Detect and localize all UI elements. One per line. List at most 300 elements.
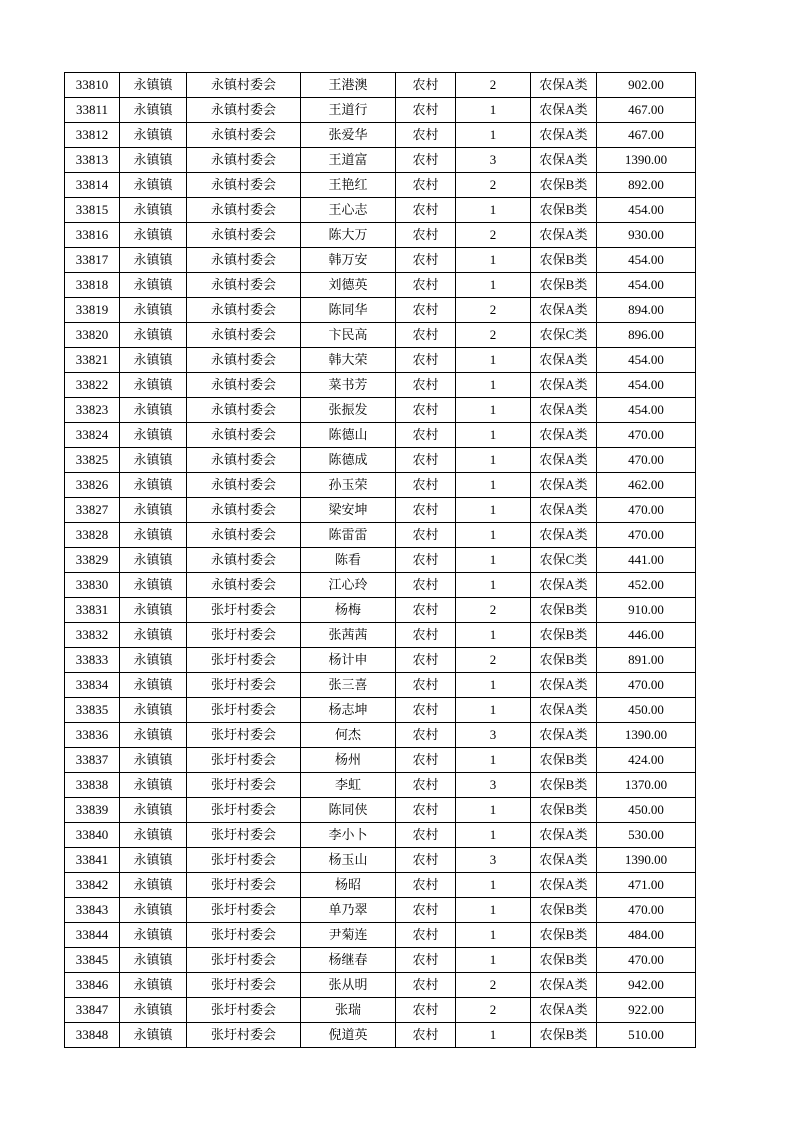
- cell-town: 永镇镇: [120, 548, 187, 573]
- cell-town: 永镇镇: [120, 848, 187, 873]
- cell-person-name: 张茜茜: [301, 623, 396, 648]
- beneficiary-table: [64, 72, 696, 1048]
- cell-person-count: 1: [456, 823, 531, 848]
- cell-insurance-category: 农保C类: [531, 548, 597, 573]
- cell-village-committee: 永镇村委会: [187, 373, 301, 398]
- table-row: [65, 148, 696, 173]
- cell-person-name: 陈大万: [301, 223, 396, 248]
- cell-village-committee: 永镇村委会: [187, 323, 301, 348]
- cell-insurance-category: 农保C类: [531, 323, 597, 348]
- cell-person-count: 1: [456, 98, 531, 123]
- cell-amount: 470.00: [597, 423, 696, 448]
- cell-town: 永镇镇: [120, 673, 187, 698]
- cell-person-name: 陈德成: [301, 448, 396, 473]
- cell-serial-number: 33835: [65, 698, 120, 723]
- cell-residence-type: 农村: [396, 448, 456, 473]
- cell-person-name: 杨州: [301, 748, 396, 773]
- cell-person-count: 2: [456, 173, 531, 198]
- cell-town: 永镇镇: [120, 873, 187, 898]
- table-row: [65, 123, 696, 148]
- table-row: [65, 798, 696, 823]
- cell-person-name: 王道富: [301, 148, 396, 173]
- cell-serial-number: 33814: [65, 173, 120, 198]
- cell-amount: 892.00: [597, 173, 696, 198]
- cell-town: 永镇镇: [120, 373, 187, 398]
- cell-residence-type: 农村: [396, 273, 456, 298]
- table-row: [65, 648, 696, 673]
- cell-person-name: 孙玉荣: [301, 473, 396, 498]
- cell-town: 永镇镇: [120, 73, 187, 98]
- cell-insurance-category: 农保A类: [531, 848, 597, 873]
- cell-serial-number: 33826: [65, 473, 120, 498]
- cell-person-count: 1: [456, 948, 531, 973]
- cell-insurance-category: 农保B类: [531, 948, 597, 973]
- cell-amount: 942.00: [597, 973, 696, 998]
- cell-person-count: 1: [456, 673, 531, 698]
- cell-serial-number: 33812: [65, 123, 120, 148]
- cell-amount: 470.00: [597, 673, 696, 698]
- table-row: [65, 298, 696, 323]
- cell-village-committee: 张圩村委会: [187, 1023, 301, 1048]
- table-row: [65, 623, 696, 648]
- cell-amount: 454.00: [597, 273, 696, 298]
- cell-residence-type: 农村: [396, 98, 456, 123]
- cell-town: 永镇镇: [120, 248, 187, 273]
- table-row: [65, 973, 696, 998]
- cell-village-committee: 张圩村委会: [187, 648, 301, 673]
- cell-serial-number: 33846: [65, 973, 120, 998]
- cell-insurance-category: 农保A类: [531, 448, 597, 473]
- cell-amount: 446.00: [597, 623, 696, 648]
- cell-insurance-category: 农保A类: [531, 673, 597, 698]
- cell-insurance-category: 农保A类: [531, 473, 597, 498]
- cell-village-committee: 张圩村委会: [187, 748, 301, 773]
- table-row: [65, 773, 696, 798]
- cell-person-name: 陈雷雷: [301, 523, 396, 548]
- cell-residence-type: 农村: [396, 798, 456, 823]
- cell-insurance-category: 农保A类: [531, 423, 597, 448]
- cell-town: 永镇镇: [120, 173, 187, 198]
- cell-person-name: 刘德英: [301, 273, 396, 298]
- cell-serial-number: 33821: [65, 348, 120, 373]
- cell-serial-number: 33834: [65, 673, 120, 698]
- cell-person-name: 张从明: [301, 973, 396, 998]
- cell-serial-number: 33848: [65, 1023, 120, 1048]
- cell-insurance-category: 农保A类: [531, 498, 597, 523]
- cell-person-name: 王心志: [301, 198, 396, 223]
- cell-town: 永镇镇: [120, 823, 187, 848]
- cell-insurance-category: 农保B类: [531, 923, 597, 948]
- cell-serial-number: 33845: [65, 948, 120, 973]
- cell-person-count: 3: [456, 723, 531, 748]
- cell-village-committee: 永镇村委会: [187, 223, 301, 248]
- cell-person-name: 杨继春: [301, 948, 396, 973]
- cell-serial-number: 33839: [65, 798, 120, 823]
- table-row: [65, 548, 696, 573]
- cell-person-count: 1: [456, 198, 531, 223]
- cell-insurance-category: 农保A类: [531, 223, 597, 248]
- cell-town: 永镇镇: [120, 723, 187, 748]
- cell-person-name: 韩大荣: [301, 348, 396, 373]
- cell-amount: 454.00: [597, 198, 696, 223]
- cell-insurance-category: 农保A类: [531, 873, 597, 898]
- cell-residence-type: 农村: [396, 398, 456, 423]
- cell-town: 永镇镇: [120, 273, 187, 298]
- cell-village-committee: 张圩村委会: [187, 623, 301, 648]
- cell-amount: 510.00: [597, 1023, 696, 1048]
- document-page: [64, 72, 696, 1048]
- cell-residence-type: 农村: [396, 298, 456, 323]
- cell-serial-number: 33842: [65, 873, 120, 898]
- cell-residence-type: 农村: [396, 223, 456, 248]
- cell-amount: 470.00: [597, 523, 696, 548]
- cell-insurance-category: 农保A类: [531, 573, 597, 598]
- cell-village-committee: 张圩村委会: [187, 698, 301, 723]
- cell-person-name: 卞民高: [301, 323, 396, 348]
- cell-person-count: 1: [456, 798, 531, 823]
- cell-serial-number: 33824: [65, 423, 120, 448]
- cell-person-name: 陈同侠: [301, 798, 396, 823]
- cell-town: 永镇镇: [120, 323, 187, 348]
- cell-person-count: 2: [456, 648, 531, 673]
- cell-person-count: 1: [456, 573, 531, 598]
- cell-serial-number: 33825: [65, 448, 120, 473]
- cell-serial-number: 33810: [65, 73, 120, 98]
- cell-village-committee: 永镇村委会: [187, 148, 301, 173]
- cell-residence-type: 农村: [396, 748, 456, 773]
- table-row: [65, 398, 696, 423]
- cell-person-name: 尹菊连: [301, 923, 396, 948]
- cell-person-count: 2: [456, 323, 531, 348]
- table-row: [65, 98, 696, 123]
- cell-amount: 1370.00: [597, 773, 696, 798]
- cell-insurance-category: 农保B类: [531, 173, 597, 198]
- cell-person-count: 1: [456, 498, 531, 523]
- cell-town: 永镇镇: [120, 948, 187, 973]
- table-row: [65, 448, 696, 473]
- cell-amount: 894.00: [597, 298, 696, 323]
- cell-person-name: 杨志坤: [301, 698, 396, 723]
- cell-amount: 530.00: [597, 823, 696, 848]
- cell-amount: 454.00: [597, 348, 696, 373]
- cell-village-committee: 永镇村委会: [187, 73, 301, 98]
- cell-residence-type: 农村: [396, 723, 456, 748]
- cell-person-count: 2: [456, 973, 531, 998]
- cell-amount: 910.00: [597, 598, 696, 623]
- cell-serial-number: 33829: [65, 548, 120, 573]
- cell-amount: 922.00: [597, 998, 696, 1023]
- cell-village-committee: 永镇村委会: [187, 298, 301, 323]
- table-row: [65, 173, 696, 198]
- cell-residence-type: 农村: [396, 73, 456, 98]
- cell-town: 永镇镇: [120, 573, 187, 598]
- cell-amount: 452.00: [597, 573, 696, 598]
- cell-village-committee: 永镇村委会: [187, 173, 301, 198]
- cell-town: 永镇镇: [120, 123, 187, 148]
- cell-residence-type: 农村: [396, 823, 456, 848]
- cell-village-committee: 永镇村委会: [187, 123, 301, 148]
- cell-residence-type: 农村: [396, 348, 456, 373]
- table-row: [65, 923, 696, 948]
- cell-amount: 1390.00: [597, 848, 696, 873]
- cell-amount: 424.00: [597, 748, 696, 773]
- cell-serial-number: 33820: [65, 323, 120, 348]
- table-row: [65, 323, 696, 348]
- cell-serial-number: 33832: [65, 623, 120, 648]
- cell-amount: 891.00: [597, 648, 696, 673]
- cell-serial-number: 33833: [65, 648, 120, 673]
- cell-insurance-category: 农保A类: [531, 298, 597, 323]
- cell-village-committee: 永镇村委会: [187, 248, 301, 273]
- cell-serial-number: 33816: [65, 223, 120, 248]
- table-row: [65, 698, 696, 723]
- table-row: [65, 823, 696, 848]
- cell-serial-number: 33838: [65, 773, 120, 798]
- cell-serial-number: 33822: [65, 373, 120, 398]
- cell-residence-type: 农村: [396, 598, 456, 623]
- cell-person-count: 1: [456, 273, 531, 298]
- table-row: [65, 373, 696, 398]
- cell-insurance-category: 农保B类: [531, 648, 597, 673]
- cell-insurance-category: 农保A类: [531, 723, 597, 748]
- cell-person-name: 梁安坤: [301, 498, 396, 523]
- table-row: [65, 198, 696, 223]
- table-row: [65, 898, 696, 923]
- cell-insurance-category: 农保A类: [531, 398, 597, 423]
- cell-town: 永镇镇: [120, 773, 187, 798]
- cell-residence-type: 农村: [396, 898, 456, 923]
- cell-residence-type: 农村: [396, 623, 456, 648]
- cell-serial-number: 33847: [65, 998, 120, 1023]
- cell-town: 永镇镇: [120, 623, 187, 648]
- cell-person-count: 1: [456, 423, 531, 448]
- cell-person-count: 1: [456, 748, 531, 773]
- cell-residence-type: 农村: [396, 373, 456, 398]
- cell-village-committee: 永镇村委会: [187, 498, 301, 523]
- cell-village-committee: 张圩村委会: [187, 723, 301, 748]
- table-body: [65, 73, 696, 1048]
- cell-serial-number: 33811: [65, 98, 120, 123]
- cell-village-committee: 张圩村委会: [187, 948, 301, 973]
- cell-town: 永镇镇: [120, 923, 187, 948]
- cell-person-name: 张振发: [301, 398, 396, 423]
- cell-amount: 454.00: [597, 373, 696, 398]
- cell-village-committee: 永镇村委会: [187, 398, 301, 423]
- cell-amount: 484.00: [597, 923, 696, 948]
- cell-insurance-category: 农保B类: [531, 798, 597, 823]
- cell-town: 永镇镇: [120, 973, 187, 998]
- cell-village-committee: 张圩村委会: [187, 998, 301, 1023]
- cell-amount: 471.00: [597, 873, 696, 898]
- cell-serial-number: 33823: [65, 398, 120, 423]
- cell-person-name: 杨梅: [301, 598, 396, 623]
- table-row: [65, 248, 696, 273]
- cell-village-committee: 张圩村委会: [187, 823, 301, 848]
- table-row: [65, 73, 696, 98]
- cell-person-count: 2: [456, 73, 531, 98]
- cell-residence-type: 农村: [396, 873, 456, 898]
- cell-residence-type: 农村: [396, 498, 456, 523]
- cell-serial-number: 33828: [65, 523, 120, 548]
- cell-serial-number: 33844: [65, 923, 120, 948]
- cell-person-name: 王艳红: [301, 173, 396, 198]
- cell-person-name: 杨昭: [301, 873, 396, 898]
- cell-residence-type: 农村: [396, 648, 456, 673]
- cell-town: 永镇镇: [120, 698, 187, 723]
- cell-residence-type: 农村: [396, 123, 456, 148]
- cell-residence-type: 农村: [396, 473, 456, 498]
- table-row: [65, 573, 696, 598]
- cell-person-name: 陈同华: [301, 298, 396, 323]
- cell-serial-number: 33817: [65, 248, 120, 273]
- cell-person-count: 1: [456, 623, 531, 648]
- cell-village-committee: 永镇村委会: [187, 198, 301, 223]
- cell-amount: 1390.00: [597, 148, 696, 173]
- cell-village-committee: 永镇村委会: [187, 423, 301, 448]
- cell-serial-number: 33830: [65, 573, 120, 598]
- cell-amount: 470.00: [597, 898, 696, 923]
- cell-person-name: 李小卜: [301, 823, 396, 848]
- table-row: [65, 598, 696, 623]
- cell-serial-number: 33836: [65, 723, 120, 748]
- table-row: [65, 523, 696, 548]
- cell-amount: 470.00: [597, 498, 696, 523]
- cell-person-count: 1: [456, 698, 531, 723]
- cell-insurance-category: 农保B类: [531, 198, 597, 223]
- cell-town: 永镇镇: [120, 223, 187, 248]
- cell-village-committee: 永镇村委会: [187, 98, 301, 123]
- cell-amount: 470.00: [597, 948, 696, 973]
- cell-town: 永镇镇: [120, 198, 187, 223]
- cell-town: 永镇镇: [120, 523, 187, 548]
- cell-residence-type: 农村: [396, 248, 456, 273]
- cell-serial-number: 33840: [65, 823, 120, 848]
- cell-person-count: 1: [456, 923, 531, 948]
- cell-serial-number: 33831: [65, 598, 120, 623]
- cell-insurance-category: 农保B类: [531, 248, 597, 273]
- cell-village-committee: 张圩村委会: [187, 798, 301, 823]
- cell-village-committee: 张圩村委会: [187, 598, 301, 623]
- cell-insurance-category: 农保A类: [531, 123, 597, 148]
- cell-insurance-category: 农保B类: [531, 1023, 597, 1048]
- cell-person-name: 张三喜: [301, 673, 396, 698]
- cell-residence-type: 农村: [396, 923, 456, 948]
- cell-town: 永镇镇: [120, 423, 187, 448]
- cell-amount: 467.00: [597, 98, 696, 123]
- cell-insurance-category: 农保A类: [531, 973, 597, 998]
- cell-town: 永镇镇: [120, 598, 187, 623]
- cell-amount: 1390.00: [597, 723, 696, 748]
- cell-residence-type: 农村: [396, 173, 456, 198]
- cell-person-count: 1: [456, 398, 531, 423]
- cell-person-name: 单乃翠: [301, 898, 396, 923]
- cell-serial-number: 33819: [65, 298, 120, 323]
- cell-town: 永镇镇: [120, 498, 187, 523]
- cell-residence-type: 农村: [396, 148, 456, 173]
- cell-village-committee: 永镇村委会: [187, 348, 301, 373]
- cell-person-count: 1: [456, 473, 531, 498]
- cell-residence-type: 农村: [396, 998, 456, 1023]
- table-row: [65, 873, 696, 898]
- table-row: [65, 498, 696, 523]
- cell-amount: 930.00: [597, 223, 696, 248]
- cell-insurance-category: 农保B类: [531, 898, 597, 923]
- cell-town: 永镇镇: [120, 398, 187, 423]
- cell-serial-number: 33841: [65, 848, 120, 873]
- cell-residence-type: 农村: [396, 1023, 456, 1048]
- cell-amount: 462.00: [597, 473, 696, 498]
- cell-person-count: 3: [456, 148, 531, 173]
- cell-town: 永镇镇: [120, 748, 187, 773]
- cell-amount: 454.00: [597, 398, 696, 423]
- cell-person-count: 1: [456, 873, 531, 898]
- cell-residence-type: 农村: [396, 673, 456, 698]
- cell-person-count: 2: [456, 998, 531, 1023]
- cell-town: 永镇镇: [120, 798, 187, 823]
- cell-town: 永镇镇: [120, 648, 187, 673]
- cell-person-name: 何杰: [301, 723, 396, 748]
- table-row: [65, 673, 696, 698]
- cell-town: 永镇镇: [120, 448, 187, 473]
- cell-village-committee: 张圩村委会: [187, 923, 301, 948]
- cell-person-count: 1: [456, 548, 531, 573]
- cell-person-count: 2: [456, 598, 531, 623]
- cell-village-committee: 张圩村委会: [187, 673, 301, 698]
- cell-person-count: 1: [456, 523, 531, 548]
- cell-village-committee: 张圩村委会: [187, 898, 301, 923]
- cell-town: 永镇镇: [120, 98, 187, 123]
- cell-town: 永镇镇: [120, 348, 187, 373]
- cell-person-name: 李虹: [301, 773, 396, 798]
- table-row: [65, 273, 696, 298]
- cell-person-count: 1: [456, 123, 531, 148]
- cell-town: 永镇镇: [120, 148, 187, 173]
- cell-person-name: 陈德山: [301, 423, 396, 448]
- cell-serial-number: 33837: [65, 748, 120, 773]
- cell-residence-type: 农村: [396, 698, 456, 723]
- cell-person-name: 王港澳: [301, 73, 396, 98]
- table-row: [65, 848, 696, 873]
- cell-insurance-category: 农保A类: [531, 98, 597, 123]
- cell-person-name: 王道行: [301, 98, 396, 123]
- cell-insurance-category: 农保A类: [531, 73, 597, 98]
- cell-person-count: 1: [456, 248, 531, 273]
- table-row: [65, 748, 696, 773]
- cell-residence-type: 农村: [396, 848, 456, 873]
- cell-amount: 450.00: [597, 798, 696, 823]
- cell-person-name: 张爱华: [301, 123, 396, 148]
- table-row: [65, 223, 696, 248]
- cell-person-count: 1: [456, 1023, 531, 1048]
- table-row: [65, 1023, 696, 1048]
- cell-residence-type: 农村: [396, 948, 456, 973]
- cell-residence-type: 农村: [396, 573, 456, 598]
- cell-village-committee: 张圩村委会: [187, 873, 301, 898]
- cell-person-name: 陈看: [301, 548, 396, 573]
- cell-serial-number: 33815: [65, 198, 120, 223]
- cell-person-name: 菜书芳: [301, 373, 396, 398]
- cell-person-name: 韩万安: [301, 248, 396, 273]
- cell-insurance-category: 农保A类: [531, 148, 597, 173]
- cell-insurance-category: 农保A类: [531, 698, 597, 723]
- cell-serial-number: 33813: [65, 148, 120, 173]
- table-row: [65, 473, 696, 498]
- cell-serial-number: 33827: [65, 498, 120, 523]
- cell-person-count: 1: [456, 348, 531, 373]
- cell-person-count: 2: [456, 298, 531, 323]
- cell-town: 永镇镇: [120, 298, 187, 323]
- cell-village-committee: 张圩村委会: [187, 848, 301, 873]
